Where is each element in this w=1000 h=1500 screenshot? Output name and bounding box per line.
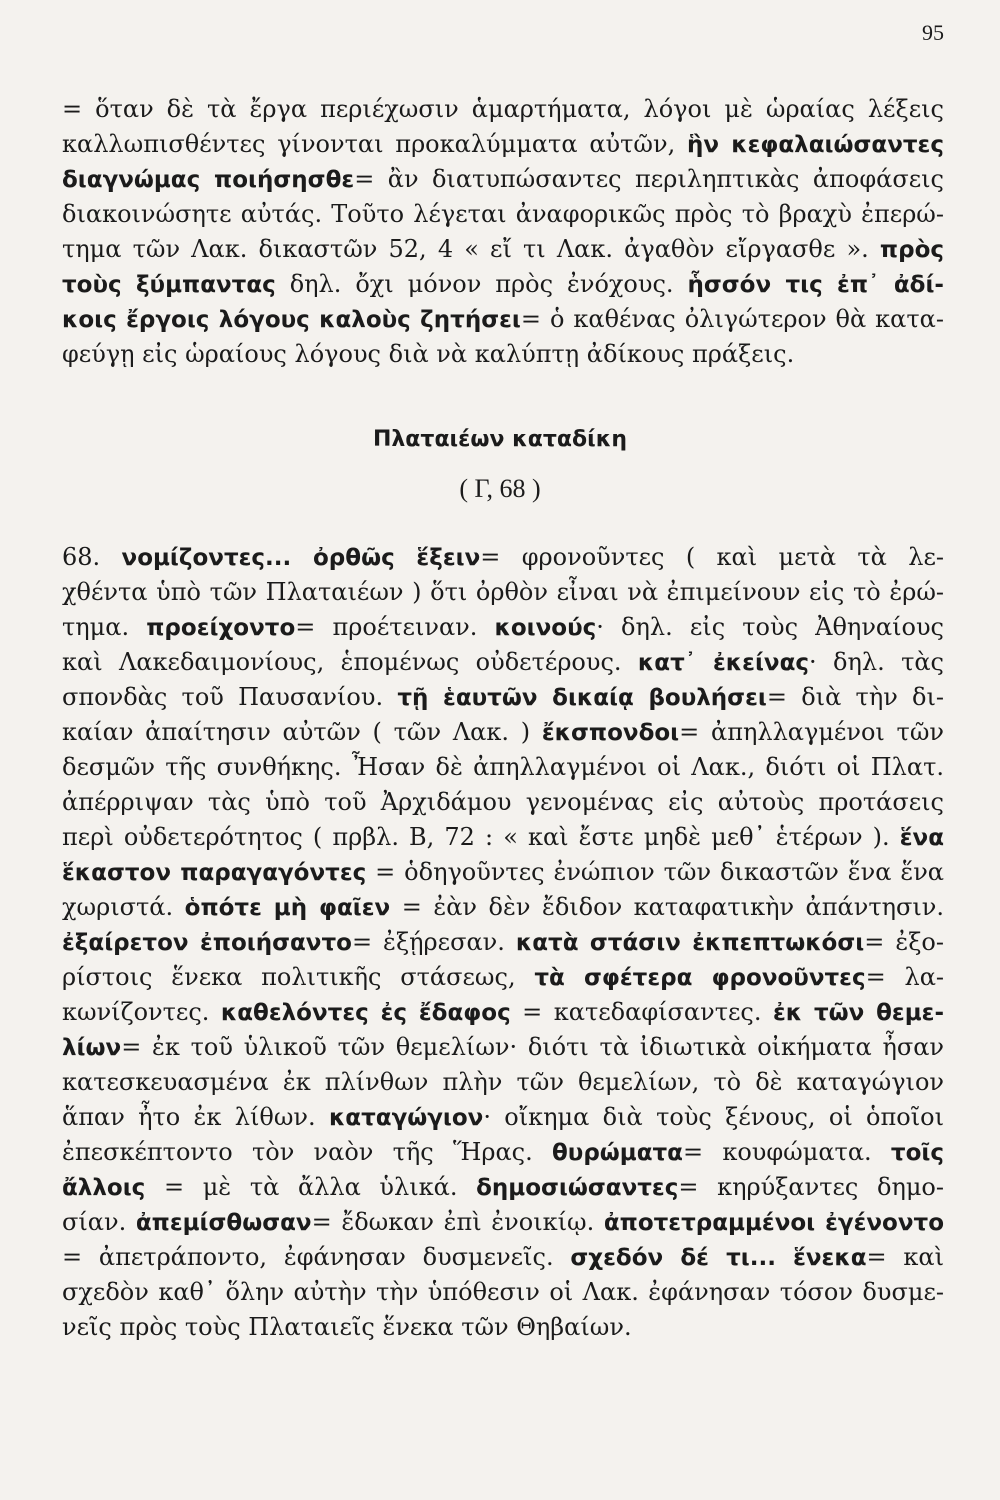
- lemma-bold: ἄλλοις: [62, 1175, 146, 1201]
- lemma-bold: ἔκσπονδοι: [541, 720, 680, 746]
- lemma-bold: δημοσιώσαντες: [476, 1175, 679, 1201]
- gloss-text: σχεδὸν καθ᾽ ὅλην αὐτὴν τὴν ὑπόθεσιν οἱ Λακ. ἐφάνησαν τόσον δυσμε-: [62, 1278, 944, 1306]
- gloss-text: = μὲ τὰ ἄλλα ὑλικά.: [145, 1173, 477, 1201]
- text-line: [62, 680, 944, 715]
- lemma-bold: πρὸς: [879, 237, 944, 263]
- text-line: [62, 995, 944, 1030]
- lemma-bold: τῇ ἑαυτῶν δικαίᾳ βουλήσει: [397, 685, 767, 711]
- commentary-paragraph-1: [62, 92, 944, 372]
- text-line: [62, 855, 944, 890]
- text-line: [62, 162, 944, 197]
- gloss-text: ἀπέρριψαν τὰς ὑπὸ τοῦ Ἀρχιδάμου γενομένας εἰς αὐτοὺς προτάσεις: [62, 788, 944, 816]
- gloss-text: καὶ Λακεδαιμονίους, ἑπομένως οὐδετέρους.: [62, 648, 638, 676]
- gloss-text: δηλ. ὄχι μόνον πρὸς ἐνόχους.: [275, 270, 688, 298]
- lemma-bold: κοις ἔργοις λόγους καλοὺς ζητήσει: [62, 307, 521, 333]
- gloss-text: καίαν ἀπαίτησιν αὐτῶν ( τῶν Λακ. ): [62, 718, 542, 746]
- lemma-bold: ἐξαίρετον ἐποιήσαντο: [62, 930, 352, 956]
- lemma-bold: τὰ σφέτερα φρονοῦντες: [534, 965, 866, 991]
- text-line: [62, 1065, 944, 1100]
- lemma-bold: κατὰ στάσιν ἐκπεπτωκόσι: [515, 930, 865, 956]
- lemma-bold: καθελόντες ἐς ἔδαφος: [220, 1000, 511, 1026]
- gloss-text: διακοινώσητε αὐτάς. Τοῦτο λέγεται ἀναφορικῶς πρὸς τὸ βραχὺ ἐπερώ-: [62, 200, 944, 228]
- gloss-text: · δηλ. εἰς τοὺς Ἀθηναίους: [596, 613, 945, 641]
- lemma-bold: ἐκ τῶν θεμε-: [772, 1000, 945, 1026]
- gloss-text: = ἐξο-: [864, 928, 944, 956]
- text-line: [62, 1310, 944, 1345]
- lemma-bold: νομίζοντες... ὀρθῶς ἕξειν: [121, 545, 481, 571]
- lemma-bold: ἀπεμίσθωσαν: [135, 1210, 312, 1236]
- text-line: [62, 1275, 944, 1310]
- gloss-text: ἅπαν ἦτο ἐκ λίθων.: [62, 1103, 329, 1131]
- gloss-text: = ἐκ τοῦ ὑλικοῦ τῶν θεμελίων· διότι τὰ ἰδιωτικὰ οἰκήματα ἦσαν: [121, 1033, 944, 1061]
- gloss-text: = φρονοῦντες ( καὶ μετὰ τὰ λε-: [480, 543, 945, 571]
- lemma-bold: τοῖς: [890, 1140, 944, 1166]
- text-line: [62, 925, 944, 960]
- lemma-bold: σχεδόν δέ τι... ἕνεκα: [570, 1245, 867, 1271]
- lemma-bold: θυρώματα: [551, 1140, 683, 1166]
- gloss-text: = ἂν διατυπώσαντες περιληπτικὰς ἀποφάσεις: [354, 165, 944, 193]
- text-line: [62, 302, 944, 337]
- text-line: [62, 92, 944, 127]
- text-line: [62, 232, 944, 267]
- gloss-text: περὶ οὐδετερότητος ( πρβλ. Β, 72 : « καὶ ἔστε μηδὲ μεθ᾽ ἑτέρων ).: [62, 823, 900, 851]
- lemma-bold: προείχοντο: [146, 615, 296, 641]
- page-number: 95: [922, 20, 944, 45]
- text-line: [62, 575, 944, 610]
- gloss-text: = προέτειναν.: [295, 613, 495, 641]
- gloss-text: νεῖς πρὸς τοὺς Πλαταιεῖς ἕνεκα τῶν Θηβαίων.: [62, 1313, 632, 1341]
- gloss-text: = καὶ: [866, 1243, 944, 1271]
- text-line: [62, 715, 944, 750]
- gloss-text: καλλωπισθέντες γίνονται προκαλύμματα αὐτῶν,: [62, 130, 688, 158]
- lemma-bold: κατ᾽ ἐκείνας: [637, 650, 810, 676]
- lemma-bold: καταγώγιον: [328, 1105, 484, 1131]
- gloss-text: φεύγῃ εἰς ὡραίους λόγους διὰ νὰ καλύπτῃ ἀδίκους πράξεις.: [62, 340, 795, 368]
- text-line: [62, 890, 944, 925]
- gloss-text: σπονδὰς τοῦ Παυσανίου.: [62, 683, 398, 711]
- gloss-text: = λα-: [865, 963, 945, 991]
- text-line: [62, 820, 944, 855]
- gloss-text: · οἴκημα διὰ τοὺς ξένους, οἱ ὁποῖοι: [483, 1103, 945, 1131]
- gloss-text: = ἐξῄρεσαν.: [351, 928, 516, 956]
- gloss-text: = κηρύξαντες δημο-: [678, 1173, 944, 1201]
- section-reference: ( Γ, 68 ): [459, 474, 541, 503]
- commentary-paragraph-2: [62, 540, 944, 1345]
- gloss-text: σίαν.: [62, 1208, 136, 1236]
- gloss-text: = ὅταν δὲ τὰ ἔργα περιέχωσιν ἁμαρτήματα, λόγοι μὲ ὡραίας λέξεις: [62, 95, 944, 123]
- gloss-text: = ἀπηλλαγμένοι τῶν: [679, 718, 944, 746]
- gloss-text: = ὁ καθένας ὀλιγώτερον θὰ κατα-: [520, 305, 944, 333]
- lemma-bold: λίων: [62, 1035, 122, 1061]
- text-line: [62, 1100, 944, 1135]
- lemma-bold: τοὺς ξύμπαντας: [62, 272, 276, 298]
- gloss-text: τημα τῶν Λακ. δικαστῶν 52, 4 « εἴ τι Λακ. ἀγαθὸν εἴργασθε ».: [62, 235, 880, 263]
- lemma-bold: ἕκαστον παραγαγόντες: [62, 860, 367, 886]
- text-line: [62, 337, 944, 372]
- text-line: [62, 1205, 944, 1240]
- gloss-text: 68.: [62, 543, 122, 571]
- lemma-bold: ἣν κεφαλαιώσαντες: [687, 132, 944, 158]
- gloss-text: χθέντα ὑπὸ τῶν Πλαταιέων ) ὅτι ὀρθὸν εἶναι νὰ ἐπιμείνουν εἰς τὸ ἐρώ-: [62, 578, 944, 606]
- gloss-text: ρίστοις ἕνεκα πολιτικῆς στάσεως,: [62, 963, 535, 991]
- text-line: [62, 645, 944, 680]
- lemma-bold: ἕνα: [899, 825, 944, 851]
- gloss-text: τημα.: [62, 613, 147, 641]
- lemma-bold: κοινούς: [494, 615, 597, 641]
- gloss-text: ἐπεσκέπτοντο τὸν ναὸν τῆς Ἥρας.: [62, 1138, 552, 1166]
- lemma-bold: διαγνώμας ποιήσησθε: [62, 167, 355, 193]
- text-line: [62, 1030, 944, 1065]
- text-line: [62, 960, 944, 995]
- gloss-text: = κουφώματα.: [682, 1138, 891, 1166]
- text-line: [62, 610, 944, 645]
- lemma-bold: ὁπότε μὴ φαῖεν: [184, 895, 391, 921]
- gloss-text: = ὁδηγοῦντες ἐνώπιον τῶν δικαστῶν ἕνα ἕνα: [366, 858, 944, 886]
- gloss-text: δεσμῶν τῆς συνθήκης. Ἦσαν δὲ ἀπηλλαγμένοι οἱ Λακ., διότι οἱ Πλατ.: [62, 753, 944, 781]
- gloss-text: = ἀπετράποντο, ἐφάνησαν δυσμενεῖς.: [62, 1243, 571, 1271]
- text-line: [62, 785, 944, 820]
- text-line: [62, 750, 944, 785]
- text-line: [62, 1240, 944, 1275]
- text-line: [62, 197, 944, 232]
- gloss-text: · δηλ. τὰς: [809, 648, 944, 676]
- gloss-text: χωριστά.: [62, 893, 185, 921]
- lemma-bold: ἧσσόν τις ἐπ᾽ ἀδί-: [687, 272, 944, 298]
- text-line: [62, 267, 944, 302]
- text-line: [62, 127, 944, 162]
- gloss-text: = ἐὰν δὲν ἔδιδον καταφατικὴν ἀπάντησιν.: [390, 893, 944, 921]
- lemma-bold: ἀποτετραμμένοι ἐγένοντο: [603, 1210, 944, 1236]
- gloss-text: κωνίζοντες.: [62, 998, 221, 1026]
- text-line: [62, 1135, 944, 1170]
- gloss-text: κατεσκευασμένα ἐκ πλίνθων πλὴν τῶν θεμελίων, τὸ δὲ καταγώγιον: [62, 1068, 944, 1096]
- text-line: [62, 1170, 944, 1205]
- text-line: [62, 540, 944, 575]
- gloss-text: = διὰ τὴν δι-: [766, 683, 945, 711]
- section-title: Πλαταιέων καταδίκη: [372, 427, 628, 452]
- gloss-text: = κατεδαφίσαντες.: [510, 998, 773, 1026]
- gloss-text: = ἔδωκαν ἐπὶ ἐνοικίῳ.: [311, 1208, 604, 1236]
